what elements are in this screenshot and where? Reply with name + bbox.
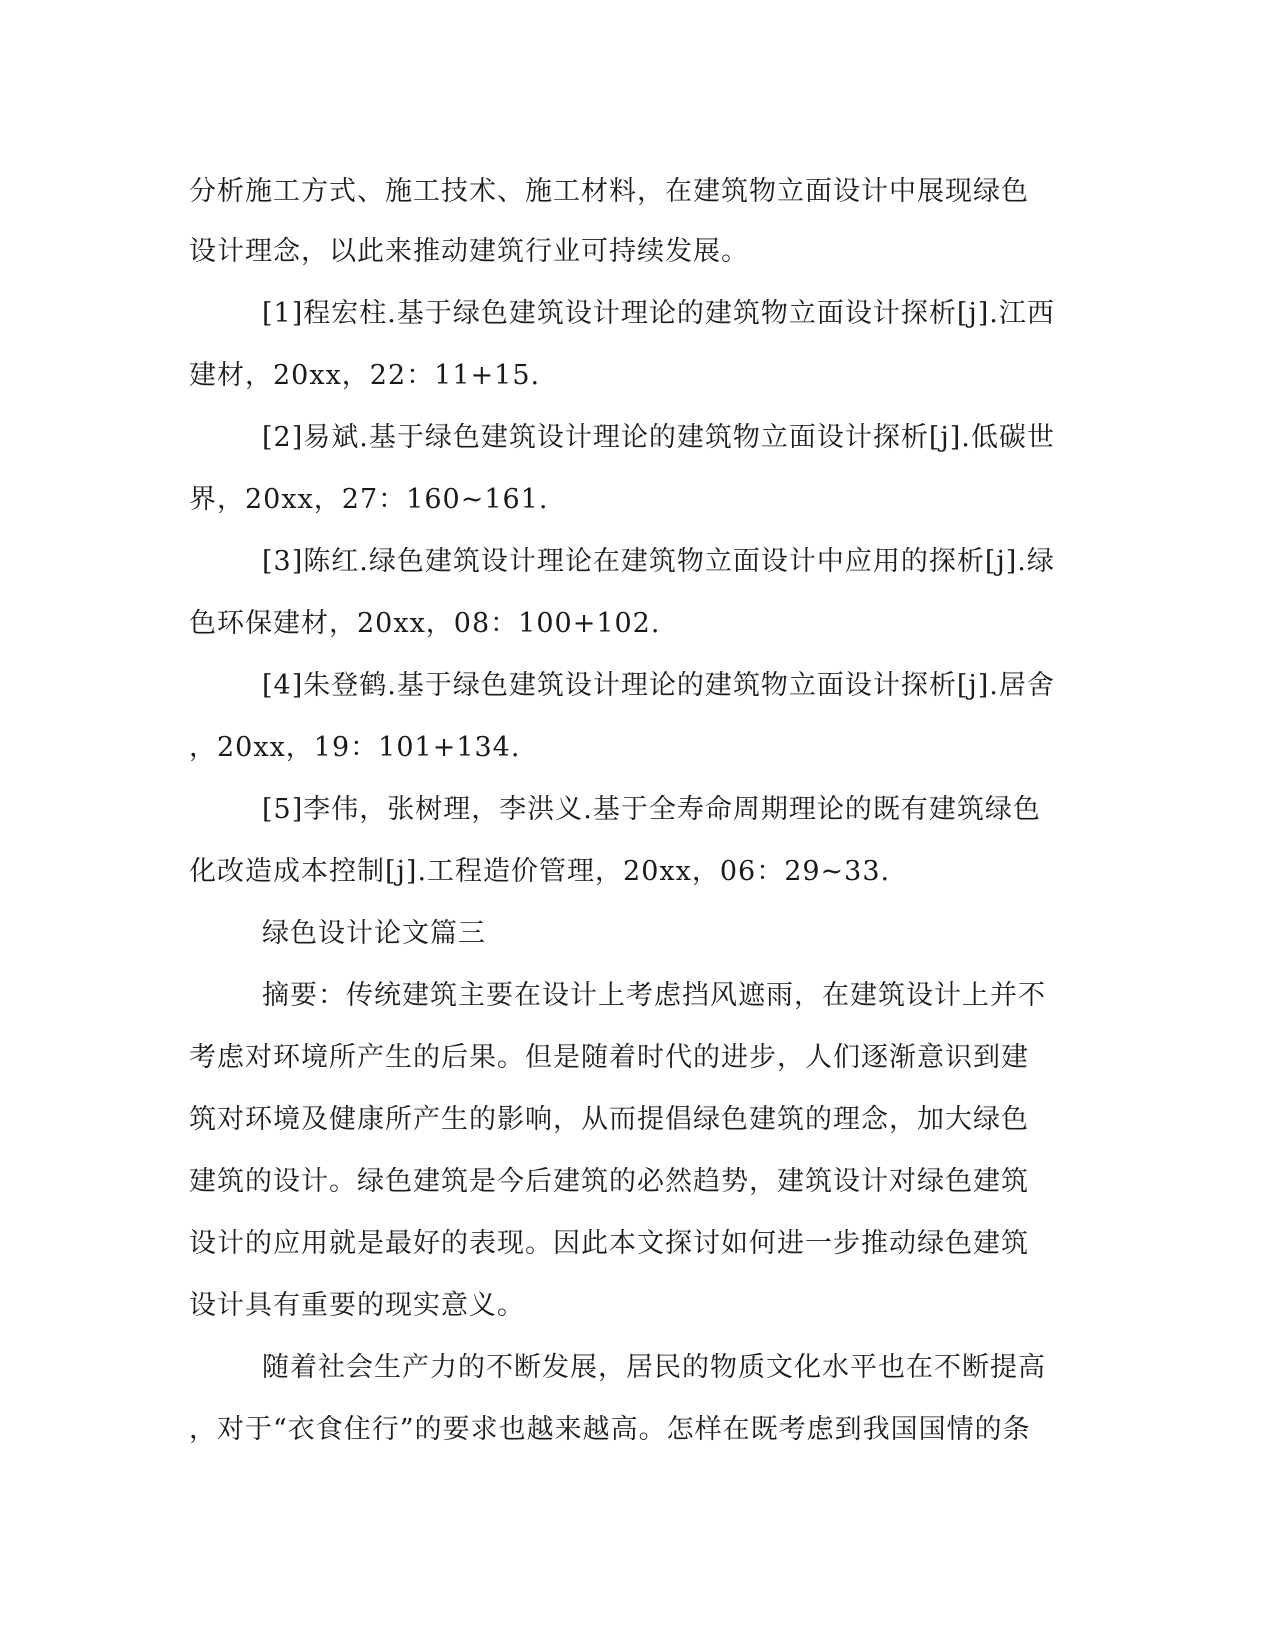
abstract-line: 设计的应用就是最好的表现。因此本文探讨如何进一步推动绿色建筑 <box>189 1228 1029 1259</box>
reference-4-line: [4]朱登鹤.基于绿色建筑设计理论的建筑物立面设计探析[j].居舍 <box>262 670 1055 701</box>
body-text-line: 随着社会生产力的不断发展，居民的物质文化水平也在不断提高 <box>262 1352 1046 1383</box>
reference-5-line: [5]李伟，张树理，李洪义.基于全寿命周期理论的既有建筑绿色 <box>262 794 1041 825</box>
abstract-line: 建筑的设计。绿色建筑是今后建筑的必然趋势，建筑设计对绿色建筑 <box>189 1166 1029 1197</box>
body-text-line: 设计理念，以此来推动建筑行业可持续发展。 <box>189 236 749 267</box>
section-heading: 绿色设计论文篇三 <box>262 918 486 949</box>
reference-5-continuation: 化改造成本控制[j].工程造价管理，20xx，06：29~33. <box>189 856 891 887</box>
reference-1-line: [1]程宏柱.基于绿色建筑设计理论的建筑物立面设计探析[j].江西 <box>262 298 1055 329</box>
abstract-line: 设计具有重要的现实意义。 <box>189 1290 525 1321</box>
reference-1-continuation: 建材，20xx，22：11+15. <box>189 360 541 391</box>
reference-4-continuation: ，20xx，19：101+134. <box>189 732 521 763</box>
body-text-line: 分析施工方式、施工技术、施工材料，在建筑物立面设计中展现绿色 <box>189 176 1029 207</box>
reference-2-continuation: 界，20xx，27：160~161. <box>189 484 549 515</box>
abstract-line: 摘要：传统建筑主要在设计上考虑挡风遮雨，在建筑设计上并不 <box>262 980 1046 1011</box>
body-text-line: ，对于“衣食住行”的要求也越来越高。怎样在既考虑到我国国情的条 <box>189 1414 1031 1445</box>
abstract-line: 筑对环境及健康所产生的影响，从而提倡绿色建筑的理念，加大绿色 <box>189 1104 1029 1135</box>
reference-3-line: [3]陈红.绿色建筑设计理论在建筑物立面设计中应用的探析[j].绿 <box>262 546 1055 577</box>
reference-3-continuation: 色环保建材，20xx，08：100+102. <box>189 608 661 639</box>
reference-2-line: [2]易斌.基于绿色建筑设计理论的建筑物立面设计探析[j].低碳世 <box>262 422 1055 453</box>
abstract-line: 考虑对环境所产生的后果。但是随着时代的进步，人们逐渐意识到建 <box>189 1042 1029 1073</box>
